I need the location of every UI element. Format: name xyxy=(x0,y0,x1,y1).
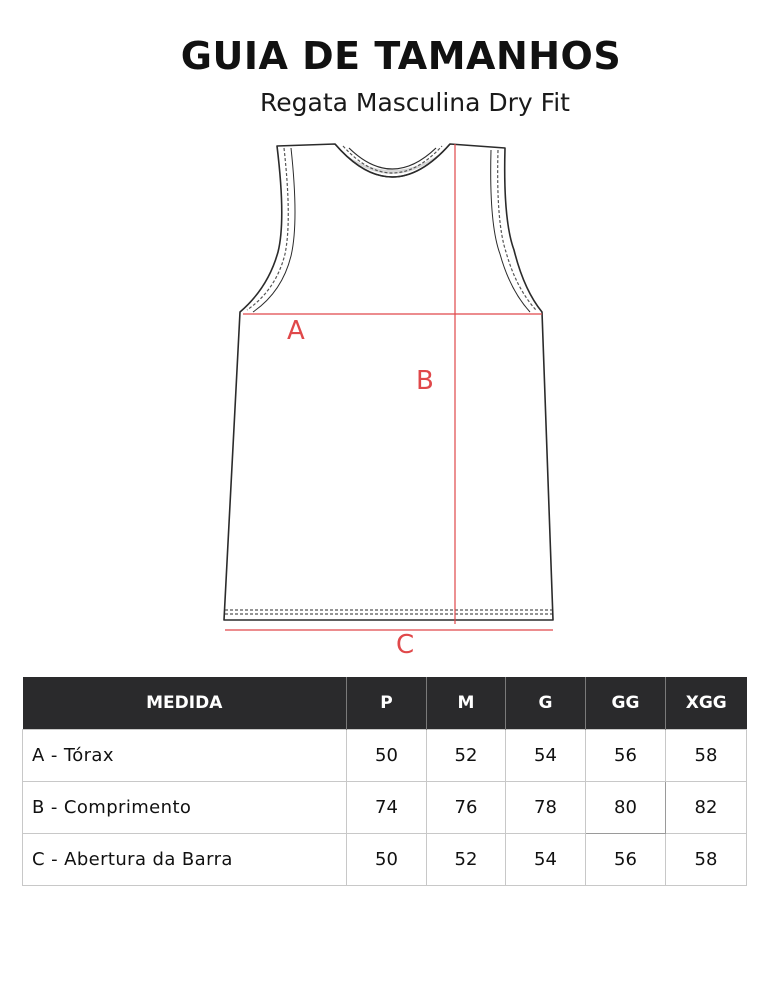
table-cell: 50 xyxy=(347,730,427,782)
column-header-p: P xyxy=(347,677,427,730)
table-row xyxy=(23,834,747,886)
table-cell: 50 xyxy=(347,834,427,886)
row-label: B - Comprimento xyxy=(23,782,347,834)
column-header-gg: GG xyxy=(586,677,666,730)
table-cell: 54 xyxy=(506,834,586,886)
tank-top-icon xyxy=(0,130,768,670)
column-header-g: G xyxy=(506,677,586,730)
table-row xyxy=(23,782,747,834)
garment-diagram xyxy=(0,130,768,670)
table-cell: 54 xyxy=(506,730,586,782)
table-cell: 82 xyxy=(666,782,747,834)
table-cell: 58 xyxy=(666,730,747,782)
table-row xyxy=(23,730,747,782)
table-cell: 56 xyxy=(586,834,666,886)
table-cell: 52 xyxy=(427,730,506,782)
column-header-measure: MEDIDA xyxy=(23,677,347,730)
column-header-xgg: XGG xyxy=(666,677,747,730)
table-cell: 78 xyxy=(506,782,586,834)
table-header-row xyxy=(23,677,747,730)
table-cell: 80 xyxy=(586,782,666,834)
dimension-label-b: B xyxy=(416,366,434,396)
table-cell: 74 xyxy=(347,782,427,834)
column-header-m: M xyxy=(427,677,506,730)
table-cell: 52 xyxy=(427,834,506,886)
dimension-label-c: C xyxy=(396,630,415,660)
row-label: A - Tórax xyxy=(23,730,347,782)
row-label: C - Abertura da Barra xyxy=(23,834,347,886)
table-cell: 56 xyxy=(586,730,666,782)
table-cell: 58 xyxy=(666,834,747,886)
page-title: GUIA DE TAMANHOS xyxy=(180,34,622,78)
dimension-label-a: A xyxy=(287,316,305,346)
size-table xyxy=(22,677,747,886)
table-cell: 76 xyxy=(427,782,506,834)
page-subtitle: Regata Masculina Dry Fit xyxy=(260,88,570,117)
